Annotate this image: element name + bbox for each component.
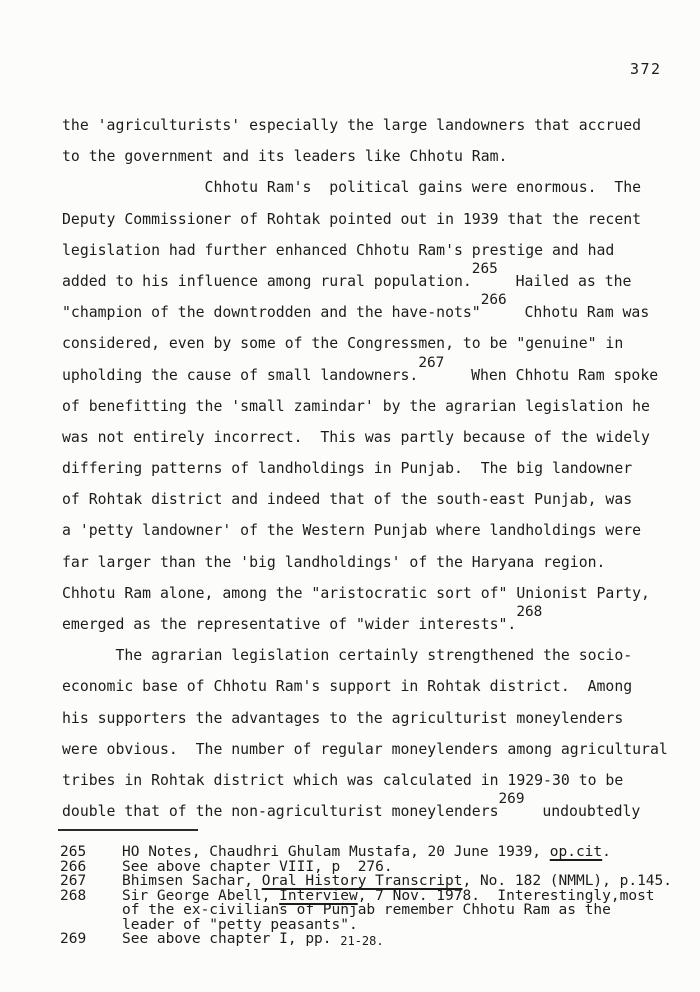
- footnote-marker: 267: [418, 354, 445, 371]
- body-line: [62, 640, 668, 671]
- footnote-text: [122, 889, 655, 904]
- footnote-text: [122, 903, 611, 918]
- body-text: [62, 110, 668, 827]
- text-segment: tribes in Rohtak district which was calculated in 1929-30 to be: [62, 771, 624, 789]
- footnote-marker: 266: [480, 292, 507, 309]
- body-line: [62, 110, 668, 141]
- footnotes-section: [60, 845, 672, 947]
- body-line: [62, 703, 668, 734]
- text-segment: Deputy Commissioner of Rohtak pointed out in 1939 that the recent: [62, 210, 642, 228]
- inserted-text: 21-28.: [340, 934, 384, 948]
- text-segment: a 'petty landowner' of the Western Punjab where landholdings were: [62, 522, 642, 540]
- body-line: [62, 141, 668, 172]
- body-line: [62, 484, 668, 515]
- text-segment: his supporters the advantages to the agriculturist moneylenders: [62, 709, 624, 727]
- text-segment: leader of "petty peasants".: [122, 916, 358, 933]
- footnote-number: 267: [60, 873, 87, 889]
- footnote-separator: [58, 829, 198, 831]
- text-segment: Chhotu Ram's political gains were enormous. The: [62, 179, 642, 197]
- footnote-number: [60, 918, 122, 933]
- text-segment: upholding the cause of small landowners.: [62, 366, 419, 384]
- footnote-line: [60, 932, 672, 947]
- footnote-text: [122, 932, 384, 947]
- body-line: [62, 260, 668, 297]
- body-line: [62, 765, 668, 796]
- text-segment: The agrarian legislation certainly strengthened the socio-: [62, 647, 633, 665]
- body-line: [62, 671, 668, 702]
- footnote-line: [60, 845, 672, 860]
- footnote-line: [60, 860, 672, 875]
- text-segment: to the government and its leaders like Chhotu Ram.: [62, 148, 508, 166]
- underlined-text: op.cit: [549, 844, 603, 860]
- body-line: [62, 328, 668, 359]
- text-segment: differing patterns of landholdings in Punjab. The big landowner: [62, 460, 633, 478]
- footnote-line: [60, 889, 672, 904]
- text-segment: emerged as the representative of "wider interests".: [62, 616, 517, 633]
- text-segment: See above chapter VIII, p 276.: [122, 858, 393, 875]
- body-line: [62, 172, 668, 203]
- text-segment: of the ex-civilians of Punjab remember Chhotu Ram as the: [122, 902, 611, 918]
- footnote-line: [60, 874, 672, 889]
- text-segment: HO Notes, Chaudhri Ghulam Mustafa, 20 June 1939,: [122, 844, 550, 860]
- text-segment: Hailed as the: [497, 272, 632, 290]
- body-line: [62, 391, 668, 422]
- text-segment: double that of the non-agriculturist moneylenders: [62, 803, 499, 821]
- body-line: [62, 422, 668, 453]
- text-segment: Chhotu Ram was: [506, 304, 650, 322]
- body-line: [62, 292, 668, 328]
- text-segment: was not entirely incorrect. This was partly because of the widely: [62, 428, 650, 446]
- body-line: [62, 791, 668, 827]
- text-segment: Sir George Abell,: [122, 887, 280, 904]
- text-segment: of Rohtak district and indeed that of the south-east Punjab, was: [62, 491, 633, 509]
- footnote-number: 268: [60, 887, 87, 904]
- text-segment: Chhotu Ram alone, among the "aristocratic sort of" Unionist Party,: [62, 584, 650, 602]
- text-segment: , 7 Nov. 1978. Interestingly,most: [357, 887, 655, 904]
- footnote-number: 265: [60, 844, 87, 860]
- text-segment: far larger than the 'big landholdings' of the Haryana region.: [62, 553, 606, 571]
- text-segment: .: [602, 844, 611, 860]
- text-segment: added to his influence among rural population.: [62, 272, 472, 290]
- body-line: [62, 547, 668, 578]
- page-number: 372: [630, 60, 662, 78]
- text-segment: were obvious. The number of regular moneylenders among agricultural: [62, 740, 668, 758]
- text-segment: , No. 182 (NMML), p.145.: [462, 873, 672, 889]
- underlined-text: Interview: [279, 887, 358, 904]
- text-segment: When Chhotu Ram spoke: [444, 366, 659, 384]
- footnote-line: [60, 903, 672, 918]
- text-segment: considered, even by some of the Congressmen, to be "genuine" in: [62, 335, 624, 353]
- body-line: [62, 578, 668, 609]
- body-line: [62, 515, 668, 546]
- body-line: [62, 204, 668, 235]
- footnote-line: [60, 918, 672, 933]
- body-line: [62, 453, 668, 484]
- footnote-text: [122, 860, 393, 875]
- footnote-number: 269: [60, 931, 87, 947]
- footnote-number: 266: [60, 858, 87, 875]
- text-segment: Bhimsen Sachar,: [122, 873, 262, 889]
- body-line: [62, 235, 668, 266]
- footnote-text: [122, 918, 358, 933]
- footnote-marker: 268: [516, 604, 543, 620]
- footnote-marker: 269: [498, 791, 525, 808]
- text-segment: the 'agriculturists' especially the large landowners that accrued: [62, 117, 642, 134]
- footnote-marker: 265: [471, 260, 498, 277]
- footnote-text: [122, 845, 611, 860]
- text-segment: See above chapter I, pp.: [122, 931, 341, 947]
- text-segment: "champion of the downtrodden and the have-nots": [62, 304, 481, 322]
- footnote-text: [122, 874, 672, 889]
- body-line: [62, 354, 668, 391]
- text-segment: economic base of Chhotu Ram's support in Rohtak district. Among: [62, 678, 633, 696]
- body-line: [62, 604, 668, 640]
- footnote-number: [60, 903, 122, 918]
- text-segment: of benefitting the 'small zamindar' by the agrarian legislation he: [62, 397, 650, 415]
- text-segment: undoubtedly: [524, 803, 641, 821]
- body-line: [62, 734, 668, 765]
- text-segment: legislation had further enhanced Chhotu Ram's prestige and had: [62, 241, 615, 259]
- underlined-text: Oral History Transcript: [261, 873, 463, 889]
